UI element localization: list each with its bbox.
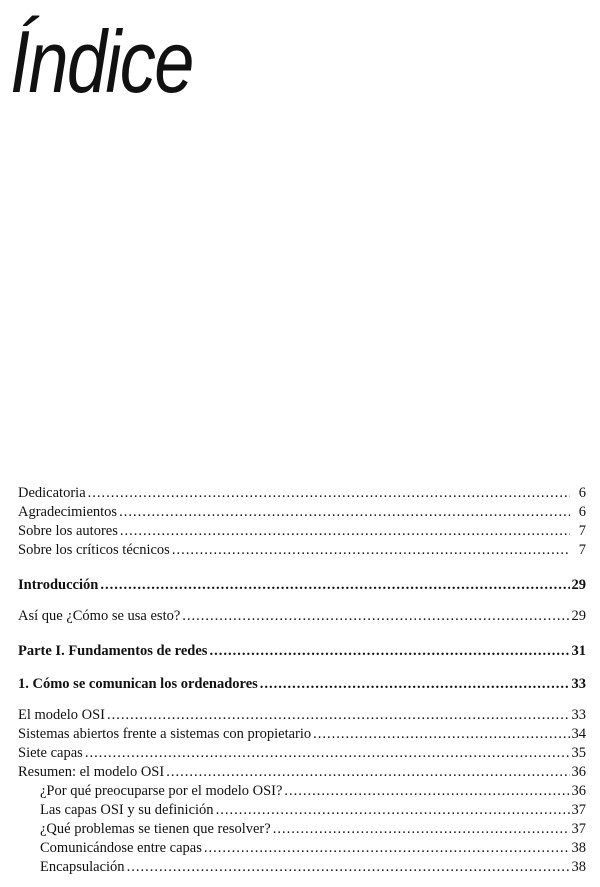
toc-entry-title: Agradecimientos [18, 504, 118, 520]
toc-entry-title: Dedicatoria [18, 485, 86, 501]
dot-leader [166, 763, 569, 782]
table-of-contents [18, 484, 586, 877]
toc-entry-page: 37 [571, 821, 586, 837]
dot-leader [209, 642, 569, 661]
dot-leader [216, 801, 570, 820]
toc-entry-title: Comunicándose entre capas [40, 840, 202, 856]
toc-entry-page: 35 [571, 745, 586, 761]
dot-leader [260, 675, 570, 694]
toc-entry-sobre-los-autores [18, 522, 586, 541]
dot-leader [204, 839, 570, 858]
dot-leader [107, 706, 570, 725]
toc-entry-page: 6 [578, 485, 586, 501]
toc-entry-capitulo-1 [18, 675, 586, 694]
toc-entry-que-problemas [18, 820, 586, 839]
toc-entry-title: ¿Qué problemas se tienen que resolver? [40, 821, 271, 837]
toc-entry-title: Siete capas [18, 745, 83, 761]
toc-entry-page: 7 [578, 523, 586, 539]
toc-entry-sobre-los-criticos [18, 541, 586, 560]
toc-entry-title: Introducción [18, 577, 99, 593]
toc-entry-page: 38 [571, 859, 586, 875]
dot-leader [313, 725, 569, 744]
toc-entry-title: Sobre los críticos técnicos [18, 542, 170, 558]
dot-leader [172, 541, 570, 560]
toc-entry-page: 34 [571, 726, 586, 742]
dot-leader [85, 744, 570, 763]
toc-entry-title: Así que ¿Cómo se usa esto? [18, 608, 181, 624]
toc-entry-title: 1. Cómo se comunican los ordenadores [18, 676, 258, 692]
toc-entry-page: 33 [571, 707, 586, 723]
toc-entry-parte-1 [18, 642, 586, 661]
toc-entry-page: 31 [571, 643, 586, 659]
dot-leader [182, 607, 569, 626]
dot-leader [284, 782, 569, 801]
toc-entry-dedicatoria [18, 484, 586, 503]
toc-entry-page: 36 [571, 783, 586, 799]
toc-entry-page: 38 [571, 840, 586, 856]
dot-leader [273, 820, 570, 839]
dot-leader [88, 484, 570, 503]
toc-entry-page: 36 [571, 764, 586, 780]
toc-entry-comunicandose [18, 839, 586, 858]
toc-entry-title: Resumen: el modelo OSI [18, 764, 165, 780]
toc-entry-introduccion [18, 576, 586, 595]
toc-entry-title: Encapsulación [40, 859, 125, 875]
toc-entry-page: 6 [578, 504, 586, 520]
toc-entry-title: Sistemas abiertos frente a sistemas con propietario [18, 726, 312, 742]
toc-entry-page: 37 [571, 802, 586, 818]
toc-entry-como-se-usa [18, 607, 586, 626]
toc-entry-page: 29 [571, 577, 586, 593]
toc-entry-page: 29 [571, 608, 586, 624]
dot-leader [127, 858, 570, 877]
toc-entry-sistemas-abiertos [18, 725, 586, 744]
toc-entry-agradecimientos [18, 503, 586, 522]
toc-entry-page: 7 [578, 542, 586, 558]
toc-entry-resumen-osi [18, 763, 586, 782]
toc-entry-capas-osi-definicion [18, 801, 586, 820]
toc-entry-title: El modelo OSI [18, 707, 105, 723]
page-title: Índice [10, 12, 193, 111]
toc-entry-title: ¿Por qué preocuparse por el modelo OSI? [40, 783, 283, 799]
toc-entry-title: Las capas OSI y su definición [40, 802, 214, 818]
toc-entry-por-que-preocuparse [18, 782, 586, 801]
dot-leader [120, 522, 570, 541]
toc-entry-title: Parte I. Fundamentos de redes [18, 643, 208, 659]
dot-leader [119, 503, 570, 522]
dot-leader [100, 576, 569, 595]
toc-entry-encapsulacion [18, 858, 586, 877]
toc-entry-title: Sobre los autores [18, 523, 118, 539]
toc-entry-page: 33 [571, 676, 586, 692]
toc-entry-modelo-osi [18, 706, 586, 725]
toc-entry-siete-capas [18, 744, 586, 763]
